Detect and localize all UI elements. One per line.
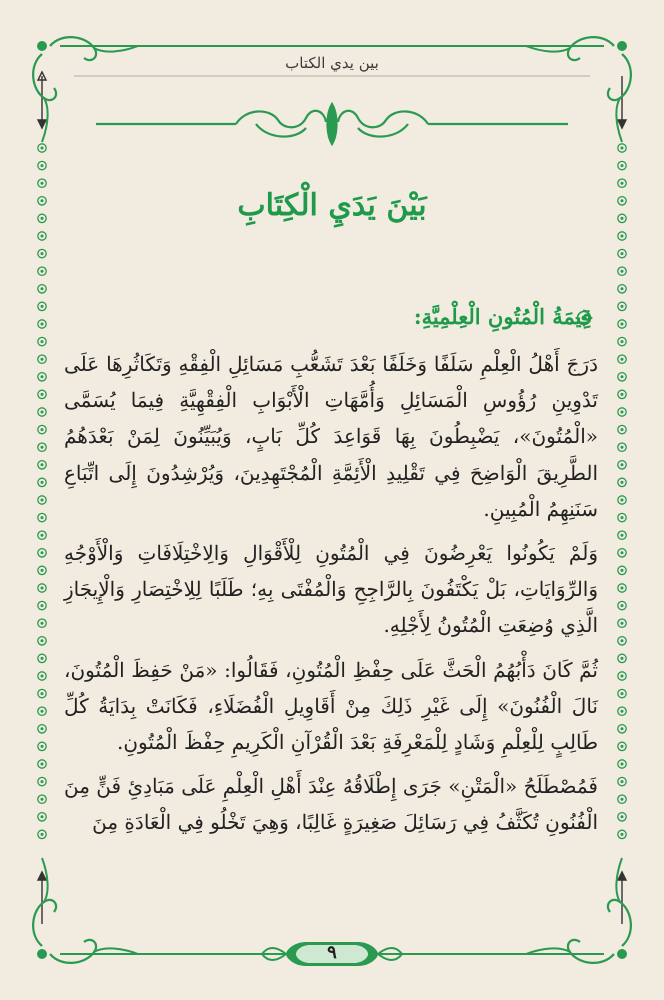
border-dot [38, 795, 46, 803]
paragraph: وَلَمْ يَكُونُوا يَعْرِضُونَ فِي الْمُتُونِ لِلْأَقْوَالِ وَالِاخْتِلَافَاتِ وَالْأَوْجُهِ وَالرِّوَايَاتِ، بَلْ يَكْتَفُونَ بِالرَّاجِحِ وَالْمُفْتَى بِهِ؛ طَلَبًا لِلِاخْتِصَارِ وَالْإِيجَازِ الَّذِي وُضِعَتِ الْمُتُونُ لِأَجْلِهِ. [64, 541, 598, 638]
border-dot [618, 760, 626, 768]
border-dot [618, 619, 626, 627]
border-dot [618, 725, 626, 733]
border-dot [38, 777, 46, 785]
border-dot [38, 813, 46, 821]
paragraph: ثُمَّ كَانَ دَأْبُهُمُ الْحَثَّ عَلَى حِفْظِ الْمُتُونِ، فَقَالُوا: «مَنْ حَفِظَ الْمُتُونَ، نَالَ الْفُنُونَ» إِلَى غَيْرِ ذَلِكَ مِنْ أَقَاوِيلِ الْفُضَلَاءِ، فَكَانَتْ بِدَايَةُ كُلِّ طَالِبٍ لِلْعِلْمِ وَشَادٍ لِلْمَعْرِفَةِ بَعْدَ الْقُرْآنِ الْكَرِيمِ حِفْظَ الْمُتُونِ. [64, 657, 598, 755]
border-dot [38, 531, 46, 539]
border-dot [38, 672, 46, 680]
border-dot [618, 461, 626, 469]
border-dot [618, 549, 626, 557]
border-dot [38, 144, 46, 152]
border-dot [38, 161, 46, 169]
border-dot [38, 443, 46, 451]
border-dot [38, 689, 46, 697]
border-dot [618, 179, 626, 187]
border-dot [618, 355, 626, 363]
border-dot [618, 249, 626, 257]
border-dot [618, 337, 626, 345]
border-dot [38, 584, 46, 592]
border-dot [38, 637, 46, 645]
border-dot [618, 566, 626, 574]
border-dot [38, 267, 46, 275]
border-dot [618, 144, 626, 152]
border-dot [38, 232, 46, 240]
border-dot [618, 373, 626, 381]
border-dot [38, 425, 46, 433]
border-dot [618, 232, 626, 240]
border-dot [38, 478, 46, 486]
paragraph: فَمُصْطَلَحُ «الْمَتْنِ» جَرَى إِطْلَاقُهُ عِنْدَ أَهْلِ الْعِلْمِ عَلَى مَبَادِئِ فَنٍّ مِنَ الْفُنُونِ تُكَثَّفُ فِي رَسَائِلَ صَغِيرَةٍ غَالِبًا، وَهِيَ تَخْلُو فِي الْعَادَةِ مِنَ [64, 774, 598, 835]
border-dot [618, 601, 626, 609]
border-dot [38, 390, 46, 398]
border-dot [38, 355, 46, 363]
border-dot [618, 302, 626, 310]
border-dot [38, 285, 46, 293]
border-dot [38, 742, 46, 750]
border-dot [618, 161, 626, 169]
border-dot [38, 461, 46, 469]
border-dot [38, 619, 46, 627]
border-dot [618, 830, 626, 838]
border-dot [618, 584, 626, 592]
border-dot [618, 637, 626, 645]
border-dot [38, 408, 46, 416]
border-dot [618, 689, 626, 697]
border-dot [618, 320, 626, 328]
page-title: بَيْنَ يَدَيِ الْكِتَابِ [237, 188, 427, 223]
border-dot [618, 513, 626, 521]
page-number: ٩ [327, 942, 337, 963]
border-dot [618, 425, 626, 433]
border-dot [618, 285, 626, 293]
border-dot [38, 760, 46, 768]
border-dot [38, 549, 46, 557]
border-dot [38, 707, 46, 715]
border-dot [38, 566, 46, 574]
border-dot [38, 725, 46, 733]
border-dot [38, 601, 46, 609]
body-text [64, 346, 598, 849]
paragraph: دَرَجَ أَهْلُ الْعِلْمِ سَلَفًا وَخَلَفًا بَعْدَ تَشَعُّبِ مَسَائِلِ الْفِقْهِ وَتَكَاثُرِهَا عَلَى تَدْوِينِ رُؤُوسِ الْمَسَائِلِ وَأُمَّهَاتِ الْأَبْوَابِ الْفِقْهِيَّةِ فِيمَا يُسَمَّى «الْمُتُونَ»، يَضْبِطُونَ بِهَا قَوَاعِدَ كُلِّ بَابٍ، وَيُبَيِّنُونَ لِمَنْ بَعْدَهُمُ الطَّرِيقَ الْوَاضِحَ فِي تَقْلِيدِ الْأَئِمَّةِ الْمُجْتَهِدِينَ، وَيُرْشِدُونَ إِلَى اتِّبَاعِ سَنَنِهِمُ الْمُبِينِ. [64, 352, 598, 521]
border-dot [618, 813, 626, 821]
border-dot [38, 179, 46, 187]
border-dot [38, 373, 46, 381]
border-dot [618, 531, 626, 539]
border-dot [38, 337, 46, 345]
border-dot [618, 795, 626, 803]
border-dot [618, 390, 626, 398]
border-dot [38, 654, 46, 662]
border-dot [38, 302, 46, 310]
border-dot [618, 478, 626, 486]
border-dot [618, 777, 626, 785]
border-dot [38, 830, 46, 838]
border-dot [618, 742, 626, 750]
border-dot [618, 408, 626, 416]
border-dot [38, 513, 46, 521]
border-dot [38, 496, 46, 504]
border-dot [618, 654, 626, 662]
section-heading [414, 304, 592, 329]
border-dot [618, 496, 626, 504]
section-heading-text: قِيمَةُ الْمُتُونِ الْعِلْمِيَّةِ: [413, 304, 592, 329]
border-dot [38, 249, 46, 257]
border-dot [618, 672, 626, 680]
border-dot [38, 320, 46, 328]
border-dot [618, 267, 626, 275]
border-dot [618, 443, 626, 451]
border-dot [618, 707, 626, 715]
header-flourish [96, 104, 568, 144]
running-head: بين يدي الكتاب [285, 54, 379, 72]
